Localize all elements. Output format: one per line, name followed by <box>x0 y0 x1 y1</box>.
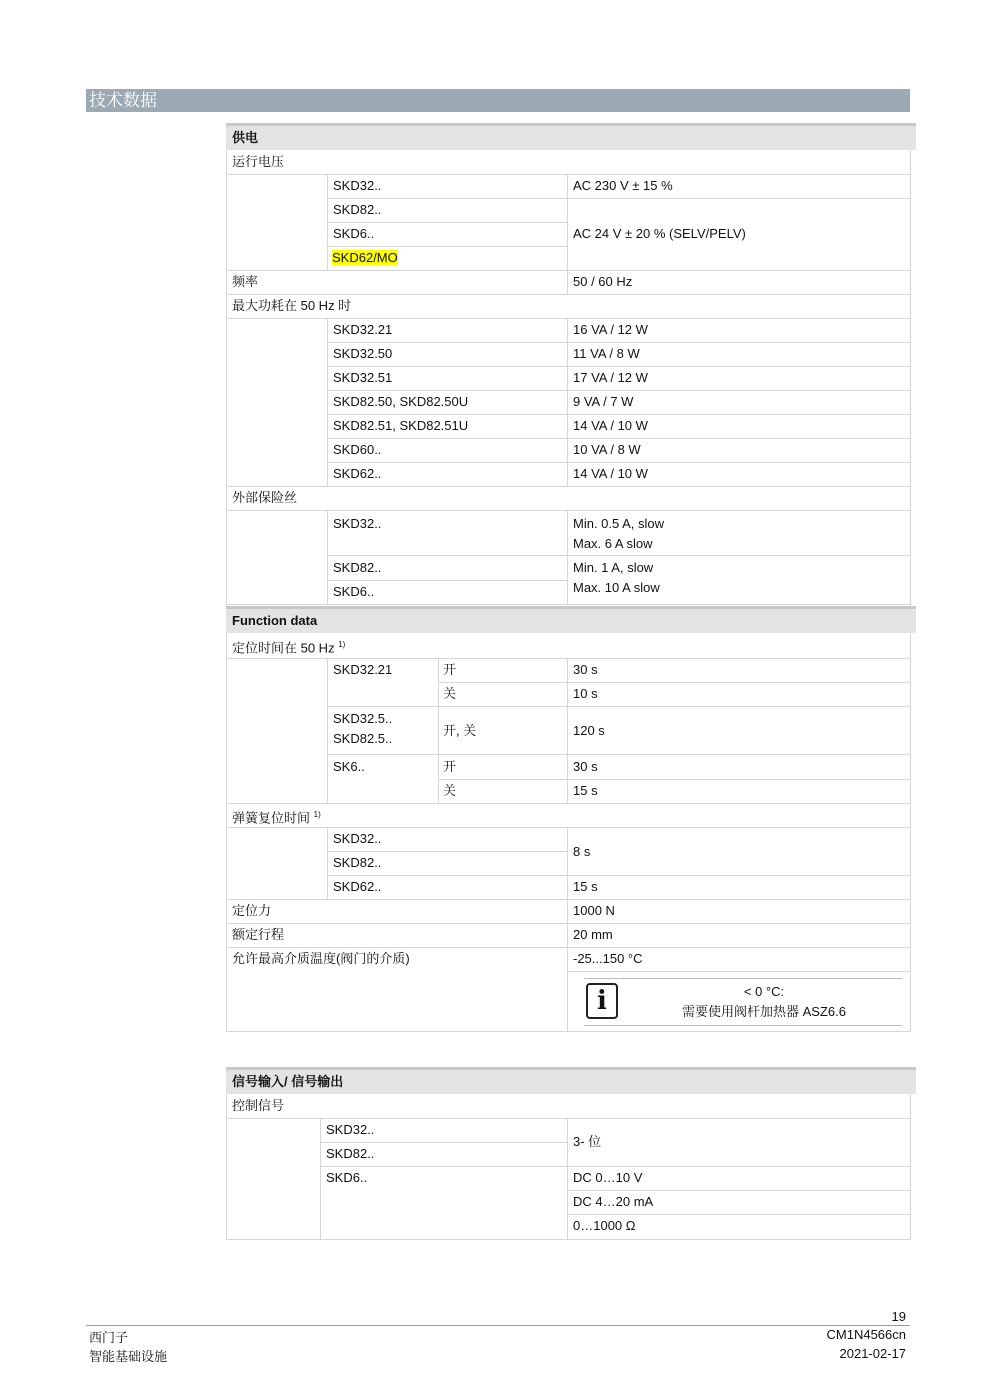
footnote-marker: 1) <box>338 640 346 649</box>
info-note <box>584 978 902 1026</box>
fuse-value-max: Max. 6 A slow <box>573 536 653 551</box>
pos-direction: 开 <box>443 662 457 677</box>
temp-label: 允许最高介质温度(阀门的介质) <box>232 951 410 966</box>
fuse-value-max: Max. 10 A slow <box>573 580 660 595</box>
function-title: Function data <box>226 606 916 633</box>
pos-direction: 关 <box>443 783 457 798</box>
pos-value: 120 s <box>573 723 605 738</box>
positioning-label-cell <box>226 635 345 658</box>
fuse-model: SKD32.. <box>333 516 382 531</box>
function-table <box>226 606 910 1032</box>
fuse-value-min: Min. 0.5 A, slow <box>573 516 665 531</box>
pos-direction: 开, 关 <box>443 723 477 738</box>
power-table <box>226 123 910 605</box>
power-value: 14 VA / 10 W <box>573 418 648 433</box>
footer-company: 西门子 <box>89 1330 129 1345</box>
signal-model: SKD6.. <box>326 1170 368 1185</box>
footer-divider <box>86 1325 910 1326</box>
stroke-value: 20 mm <box>573 927 613 942</box>
pos-direction: 开 <box>443 759 457 774</box>
power-model: SKD82.51, SKD82.51U <box>333 418 469 433</box>
temp-value: -25...150 °C <box>573 951 643 966</box>
pos-value: 10 s <box>573 686 598 701</box>
spring-model: SKD62.. <box>333 879 382 894</box>
voltage-value: AC 24 V ± 20 % (SELV/PELV) <box>573 226 746 241</box>
signal-model: SKD82.. <box>326 1146 375 1161</box>
frequency-value: 50 / 60 Hz <box>573 274 633 289</box>
power-value: 16 VA / 12 W <box>573 322 648 337</box>
signal-value: DC 0…10 V <box>573 1170 643 1185</box>
pos-model: SKD32.21 <box>333 662 393 677</box>
positioning-label: 定位时间在 50 Hz <box>232 640 335 656</box>
power-title: 供电 <box>226 123 916 150</box>
force-label: 定位力 <box>232 903 272 918</box>
pos-model: SK6.. <box>333 759 365 774</box>
force-value: 1000 N <box>573 903 615 918</box>
info-line-1: < 0 °C: <box>743 984 785 999</box>
signal-value: 0…1000 Ω <box>573 1218 636 1233</box>
voltage-model: SKD32.. <box>333 178 382 193</box>
signal-value: 3- 位 <box>573 1134 602 1149</box>
fuse-label: 外部保险丝 <box>232 490 298 505</box>
pos-direction: 关 <box>443 686 457 701</box>
pos-model-2: SKD82.5.. <box>333 731 393 746</box>
power-model: SKD82.50, SKD82.50U <box>333 394 469 409</box>
power-value: 17 VA / 12 W <box>573 370 648 385</box>
spring-value: 15 s <box>573 879 598 894</box>
fuse-model: SKD6.. <box>333 584 375 599</box>
spring-value: 8 s <box>573 844 591 859</box>
fuse-value-min: Min. 1 A, slow <box>573 560 654 575</box>
spring-model: SKD82.. <box>333 855 382 870</box>
power-value: 11 VA / 8 W <box>573 346 640 361</box>
voltage-model: SKD6.. <box>333 226 375 241</box>
pos-value: 30 s <box>573 759 598 774</box>
signal-title: 信号输入/ 信号输出 <box>226 1067 916 1094</box>
footer-date: 2021-02-17 <box>839 1346 906 1361</box>
voltage-model-cell <box>327 248 398 268</box>
pos-value: 15 s <box>573 783 598 798</box>
info-icon: i <box>586 983 618 1019</box>
power-model: SKD62.. <box>333 466 382 481</box>
stroke-label: 额定行程 <box>232 927 285 942</box>
spring-label: 弹簧复位时间 <box>232 810 311 826</box>
control-label: 控制信号 <box>232 1098 285 1113</box>
power-value: 10 VA / 8 W <box>573 442 641 457</box>
power-model: SKD32.51 <box>333 370 393 385</box>
power-value: 9 VA / 7 W <box>573 394 634 409</box>
section-title: 技术数据 <box>86 89 910 112</box>
signal-table <box>226 1067 910 1240</box>
info-line-2: 需要使用阀杆加热器 ASZ6.6 <box>682 1004 846 1019</box>
max-power-label: 最大功耗在 50 Hz 时 <box>232 298 352 313</box>
page-number: 19 <box>891 1309 906 1324</box>
pos-value: 30 s <box>573 662 598 677</box>
power-model: SKD60.. <box>333 442 382 457</box>
frequency-label: 频率 <box>232 274 259 289</box>
voltage-model: SKD82.. <box>333 202 382 217</box>
spring-label-cell <box>226 805 321 828</box>
pos-model: SKD32.5.. <box>333 711 393 726</box>
footnote-marker: 1) <box>313 810 321 819</box>
signal-value: DC 4…20 mA <box>573 1194 654 1209</box>
signal-model: SKD32.. <box>326 1122 375 1137</box>
voltage-label: 运行电压 <box>232 154 285 169</box>
power-model: SKD32.21 <box>333 322 393 337</box>
voltage-value: AC 230 V ± 15 % <box>573 178 673 193</box>
fuse-model: SKD82.. <box>333 560 382 575</box>
footer-division: 智能基础设施 <box>89 1349 168 1364</box>
voltage-model-highlighted: SKD62/MO <box>332 250 398 265</box>
power-value: 14 VA / 10 W <box>573 466 648 481</box>
power-model: SKD32.50 <box>333 346 393 361</box>
spring-model: SKD32.. <box>333 831 382 846</box>
footer-doc-id: CM1N4566cn <box>826 1327 906 1342</box>
